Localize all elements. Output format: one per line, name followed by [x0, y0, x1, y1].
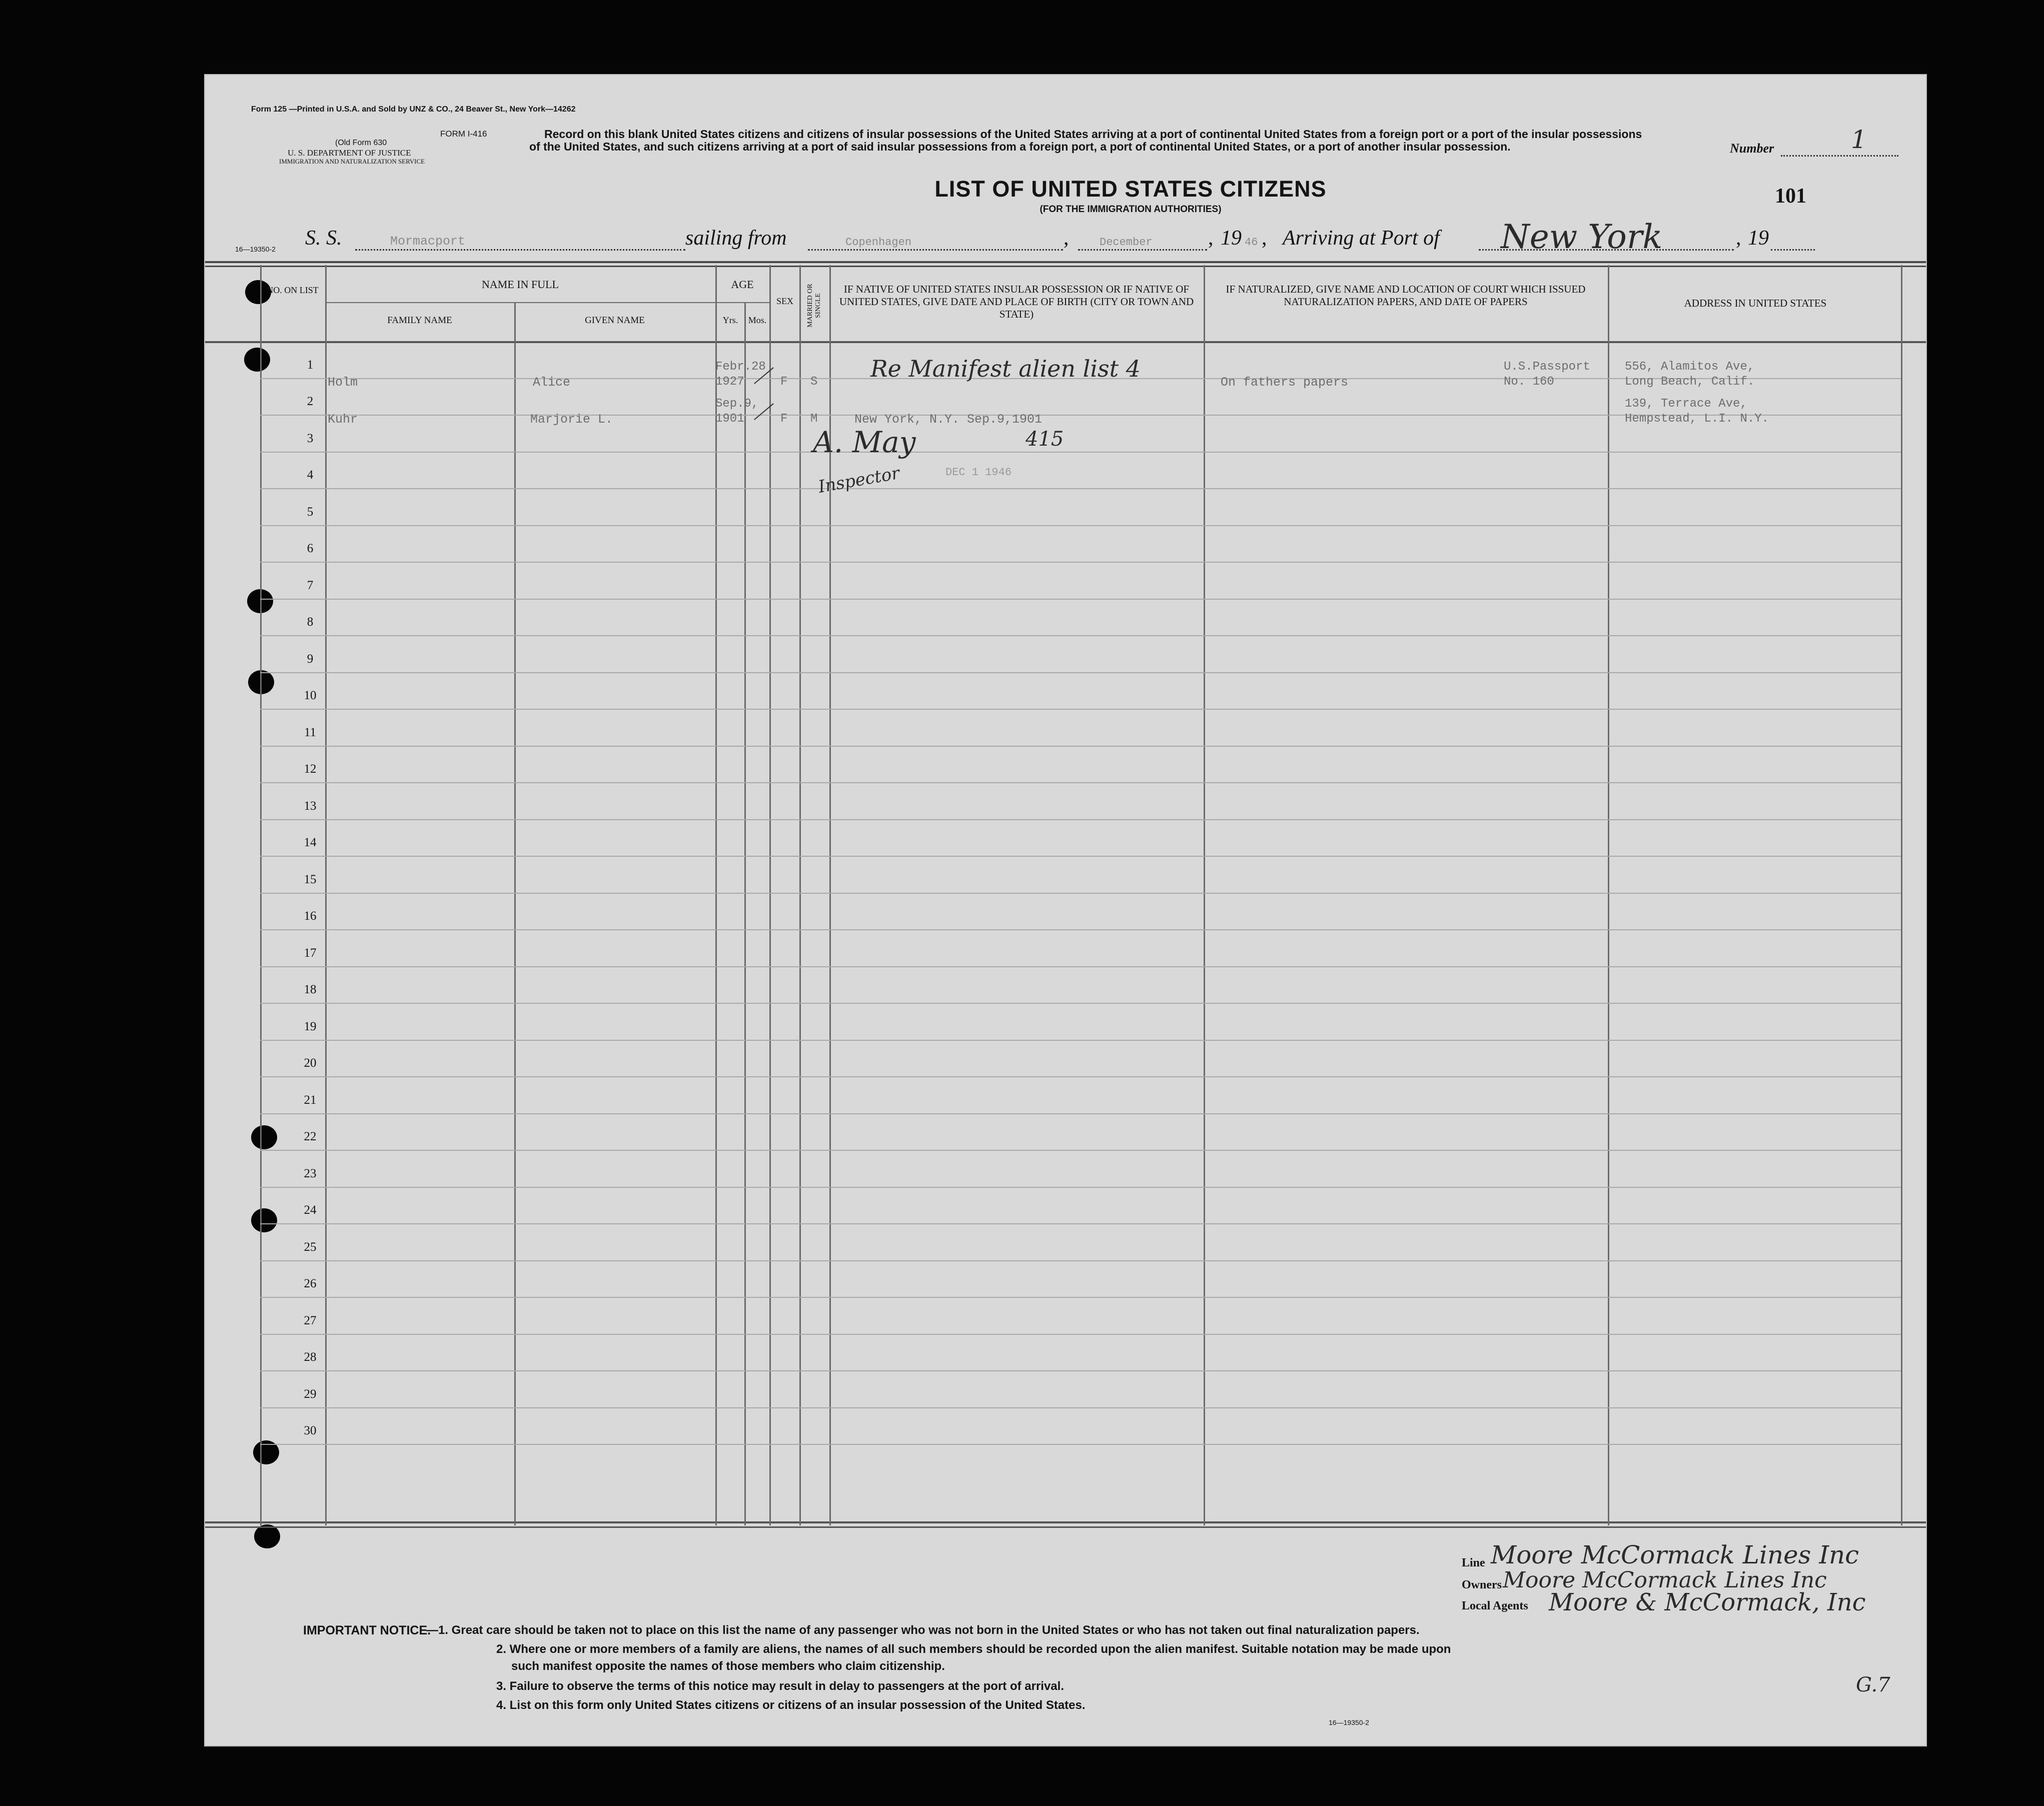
comma-1: ,	[1064, 227, 1069, 250]
col-line	[1204, 265, 1205, 1525]
col-line	[769, 265, 771, 1525]
punch-hole	[251, 1125, 277, 1149]
agents-value: Moore & McCormack, Inc	[1549, 1588, 1866, 1616]
row-number: 1	[307, 358, 314, 372]
entry-2-birth: New York, N.Y. Sep.9,1901	[854, 412, 1043, 427]
row-rule	[260, 746, 1901, 747]
row-rule	[260, 488, 1901, 489]
owners-value: Moore McCormack Lines Inc	[1503, 1567, 1827, 1593]
month-line	[1078, 249, 1207, 251]
port-to: New York	[1501, 218, 1663, 256]
corner-mark: G.7	[1856, 1673, 1890, 1696]
header-bottom-rule	[205, 341, 1926, 343]
row-number: 18	[304, 983, 317, 996]
punch-hole	[254, 1524, 280, 1548]
row-rule	[260, 709, 1901, 710]
row-number: 15	[304, 873, 317, 886]
side-code: 16—19350-2	[235, 245, 276, 253]
col-mos-header: Mos.	[748, 315, 767, 325]
row-number: 22	[304, 1130, 317, 1143]
col-line	[1608, 265, 1609, 1525]
entry-1-dob-b: 1927	[715, 375, 744, 389]
notice-label: IMPORTANT NOTICE.	[303, 1623, 431, 1637]
port-from-line	[808, 249, 1063, 251]
line-value: Moore McCormack Lines Inc	[1491, 1540, 1859, 1569]
entry-1-given: Alice	[533, 375, 571, 390]
col-line	[325, 265, 327, 1525]
entry-2-dob-a: Sep.9,	[715, 397, 759, 411]
inspector-label: Inspector	[816, 463, 901, 497]
row-rule	[260, 562, 1901, 563]
list-subtitle: (FOR THE IMMIGRATION AUTHORITIES)	[1040, 204, 1222, 215]
row-number: 8	[307, 615, 314, 629]
col-address-header: ADDRESS IN UNITED STATES	[1684, 297, 1827, 309]
page-number: 101	[1775, 185, 1806, 208]
notice-3: 3. Failure to observe the terms of this notice may result in delay to passengers at the port of arrival.	[496, 1679, 1064, 1693]
col-naturalized-header: IF NATURALIZED, GIVE NAME AND LOCATION OF COURT WHICH ISSUED NATURALIZATION PAPERS, AND DATE OF PAPERS	[1226, 283, 1586, 308]
notice-2a: 2. Where one or more members of a family are aliens, the names of all such members should be recorded upon the alien manifest. Suitable notation may be made upon	[496, 1642, 1451, 1656]
entry-2-address-a: 139, Terrace Ave,	[1625, 397, 1747, 411]
entry-2-given: Marjorie L.	[530, 412, 613, 427]
row-number: 7	[307, 579, 314, 592]
row-rule	[260, 1076, 1901, 1077]
col-yrs-header: Yrs.	[722, 315, 738, 325]
row-rule	[260, 1260, 1901, 1261]
row-rule	[260, 1150, 1901, 1151]
row-rule	[260, 893, 1901, 894]
entry-1-address-b: Long Beach, Calif.	[1625, 375, 1755, 389]
old-form-label: (Old Form 630	[335, 139, 387, 147]
col-line	[799, 265, 801, 1525]
entry-1-sex: F	[780, 375, 788, 389]
entry-2-married: M	[810, 412, 818, 426]
row-number: 14	[304, 836, 317, 849]
sailing-label: sailing from	[685, 227, 787, 250]
row-rule	[260, 1223, 1901, 1224]
entry-1-married: S	[810, 375, 818, 389]
entry-1-dob-a: Febr.28	[715, 360, 766, 374]
instruction-text: Record on this blank United States citizens and citizens of insular possessions of the United States arriving at a port of continental United States from a foreign port or a port of the insular possessions of the United States, and such citizens arriving at a port of said insular possessions from a foreign port, a port of continental United States, or a port of another insular possession.	[529, 128, 1642, 153]
form-print-line: Form 125 —Printed in U.S.A. and Sold by UNZ & CO., 24 Beaver St., New York—14262	[251, 105, 576, 114]
punch-hole	[244, 348, 270, 372]
arriving-label: Arriving at Port of	[1283, 227, 1440, 250]
entry-2-dob-b: 1901	[715, 412, 744, 426]
number-value: 1	[1851, 125, 1867, 154]
row-number: 19	[304, 1020, 317, 1033]
ss-label: S. S.	[305, 227, 342, 250]
row-number: 28	[304, 1350, 317, 1364]
col-no-header: NO. ON LIST	[267, 285, 319, 295]
row-rule	[260, 1297, 1901, 1298]
row-number: 30	[304, 1424, 317, 1437]
notice-1: —1. Great care should be taken not to place on this list the name of any passenger who was not born in the United States or who has not taken out final naturalization papers.	[426, 1623, 1420, 1637]
inspector-number: 415	[1026, 428, 1064, 451]
entry-1-passport-b: No. 160	[1504, 375, 1554, 389]
col-sex-header: SEX	[776, 296, 793, 306]
comma-4: ,	[1736, 227, 1741, 250]
row-rule	[260, 525, 1901, 526]
col-line	[744, 302, 746, 1525]
col-line	[715, 265, 717, 1525]
col-given-header: GIVEN NAME	[585, 315, 645, 326]
row-number: 13	[304, 799, 317, 813]
year-suffix: 46	[1245, 236, 1258, 249]
year2-line	[1771, 249, 1815, 251]
entry-1-address-a: 556, Alamitos Ave,	[1625, 360, 1755, 374]
row-rule	[260, 452, 1901, 453]
row-number: 26	[304, 1277, 317, 1290]
row-rule	[260, 819, 1901, 820]
row-number: 24	[304, 1203, 317, 1217]
entry-2-sex: F	[780, 412, 788, 426]
entry-1-passport-a: U.S.Passport	[1504, 360, 1590, 374]
line-label: Line	[1462, 1556, 1485, 1569]
table-top-rule	[205, 261, 1926, 267]
row-number: 4	[307, 468, 314, 482]
list-title: LIST OF UNITED STATES CITIZENS	[934, 176, 1327, 202]
row-number: 3	[307, 432, 314, 445]
footer-form-code: 16—19350-2	[1329, 1718, 1369, 1726]
inspector-initials: A. May	[813, 425, 916, 459]
comma-3: ,	[1262, 227, 1267, 250]
entry-2-address-b: Hempstead, L.I. N.Y.	[1625, 412, 1769, 426]
col-name-header: NAME IN FULL	[482, 278, 559, 291]
row-number: 5	[307, 505, 314, 519]
row-rule	[260, 929, 1901, 930]
col-married-header: MARRIED OR SINGLE	[806, 284, 822, 328]
manifest-note: Re Manifest alien list 4	[870, 355, 1141, 382]
comma-2: ,	[1208, 227, 1214, 250]
row-number: 27	[304, 1314, 317, 1327]
row-rule	[260, 1003, 1901, 1004]
notice-4: 4. List on this form only United States citizens or citizens of an insular possession of the United States.	[496, 1698, 1086, 1712]
row-number: 23	[304, 1167, 317, 1180]
row-number: 2	[307, 395, 314, 408]
col-line	[1901, 265, 1902, 1525]
row-number: 17	[304, 946, 317, 960]
notice-2b: such manifest opposite the names of those members who claim citizenship.	[511, 1659, 945, 1673]
row-number: 11	[304, 726, 317, 739]
year-prefix: 19	[1221, 227, 1242, 250]
row-number: 29	[304, 1387, 317, 1401]
row-number: 25	[304, 1240, 317, 1254]
manifest-sheet	[205, 75, 1926, 1745]
row-rule	[260, 1334, 1901, 1335]
owners-label: Owners	[1462, 1578, 1502, 1591]
row-rule	[260, 1444, 1901, 1445]
row-number: 12	[304, 762, 317, 776]
col-age-header: AGE	[731, 278, 754, 291]
row-rule	[260, 966, 1901, 967]
entry-1-family: Holm	[328, 375, 358, 390]
department-label: U. S. DEPARTMENT OF JUSTICE	[288, 148, 411, 158]
row-rule	[260, 1187, 1901, 1188]
port-from: Copenhagen	[845, 236, 912, 249]
row-number: 6	[307, 542, 314, 555]
row-rule	[260, 1113, 1901, 1114]
entry-1-naturalized: On fathers papers	[1221, 375, 1349, 390]
ship-line	[355, 249, 685, 251]
row-rule	[260, 856, 1901, 857]
row-rule	[260, 635, 1901, 636]
year2-prefix: 19	[1748, 227, 1769, 250]
row-number: 21	[304, 1093, 317, 1107]
form-code: FORM I-416	[440, 129, 487, 139]
col-birth-header: IF NATIVE OF UNITED STATES INSULAR POSSESSION OR IF NATIVE OF UNITED STATES, GIVE DATE AND PLACE OF BIRTH (CITY OR TOWN AND STATE)	[839, 283, 1194, 320]
row-rule	[260, 599, 1901, 600]
col-line	[514, 302, 516, 1525]
row-rule	[260, 1370, 1901, 1371]
row-number: 9	[307, 652, 314, 666]
name-sub-rule	[325, 302, 715, 303]
ship-name: Mormacport	[390, 234, 466, 249]
row-rule	[260, 672, 1901, 673]
row-rule	[260, 1040, 1901, 1041]
number-label: Number	[1730, 141, 1774, 156]
agents-label: Local Agents	[1462, 1599, 1528, 1612]
number-line	[1781, 155, 1898, 157]
row-rule	[260, 782, 1901, 783]
row-number: 10	[304, 689, 317, 702]
month: December	[1100, 236, 1153, 249]
inspection-stamp-date: DEC 1 1946	[945, 466, 1012, 479]
age-sub-rule	[715, 302, 769, 303]
punch-hole	[251, 1208, 277, 1232]
col-family-header: FAMILY NAME	[387, 315, 452, 326]
table-bottom-rule	[205, 1521, 1926, 1528]
row-number: 20	[304, 1056, 317, 1070]
row-number: 16	[304, 909, 317, 923]
col-line	[260, 265, 262, 1525]
row-rule	[260, 1407, 1901, 1408]
entry-2-family: Kuhr	[328, 412, 358, 427]
service-label: IMMIGRATION AND NATURALIZATION SERVICE	[279, 158, 425, 165]
